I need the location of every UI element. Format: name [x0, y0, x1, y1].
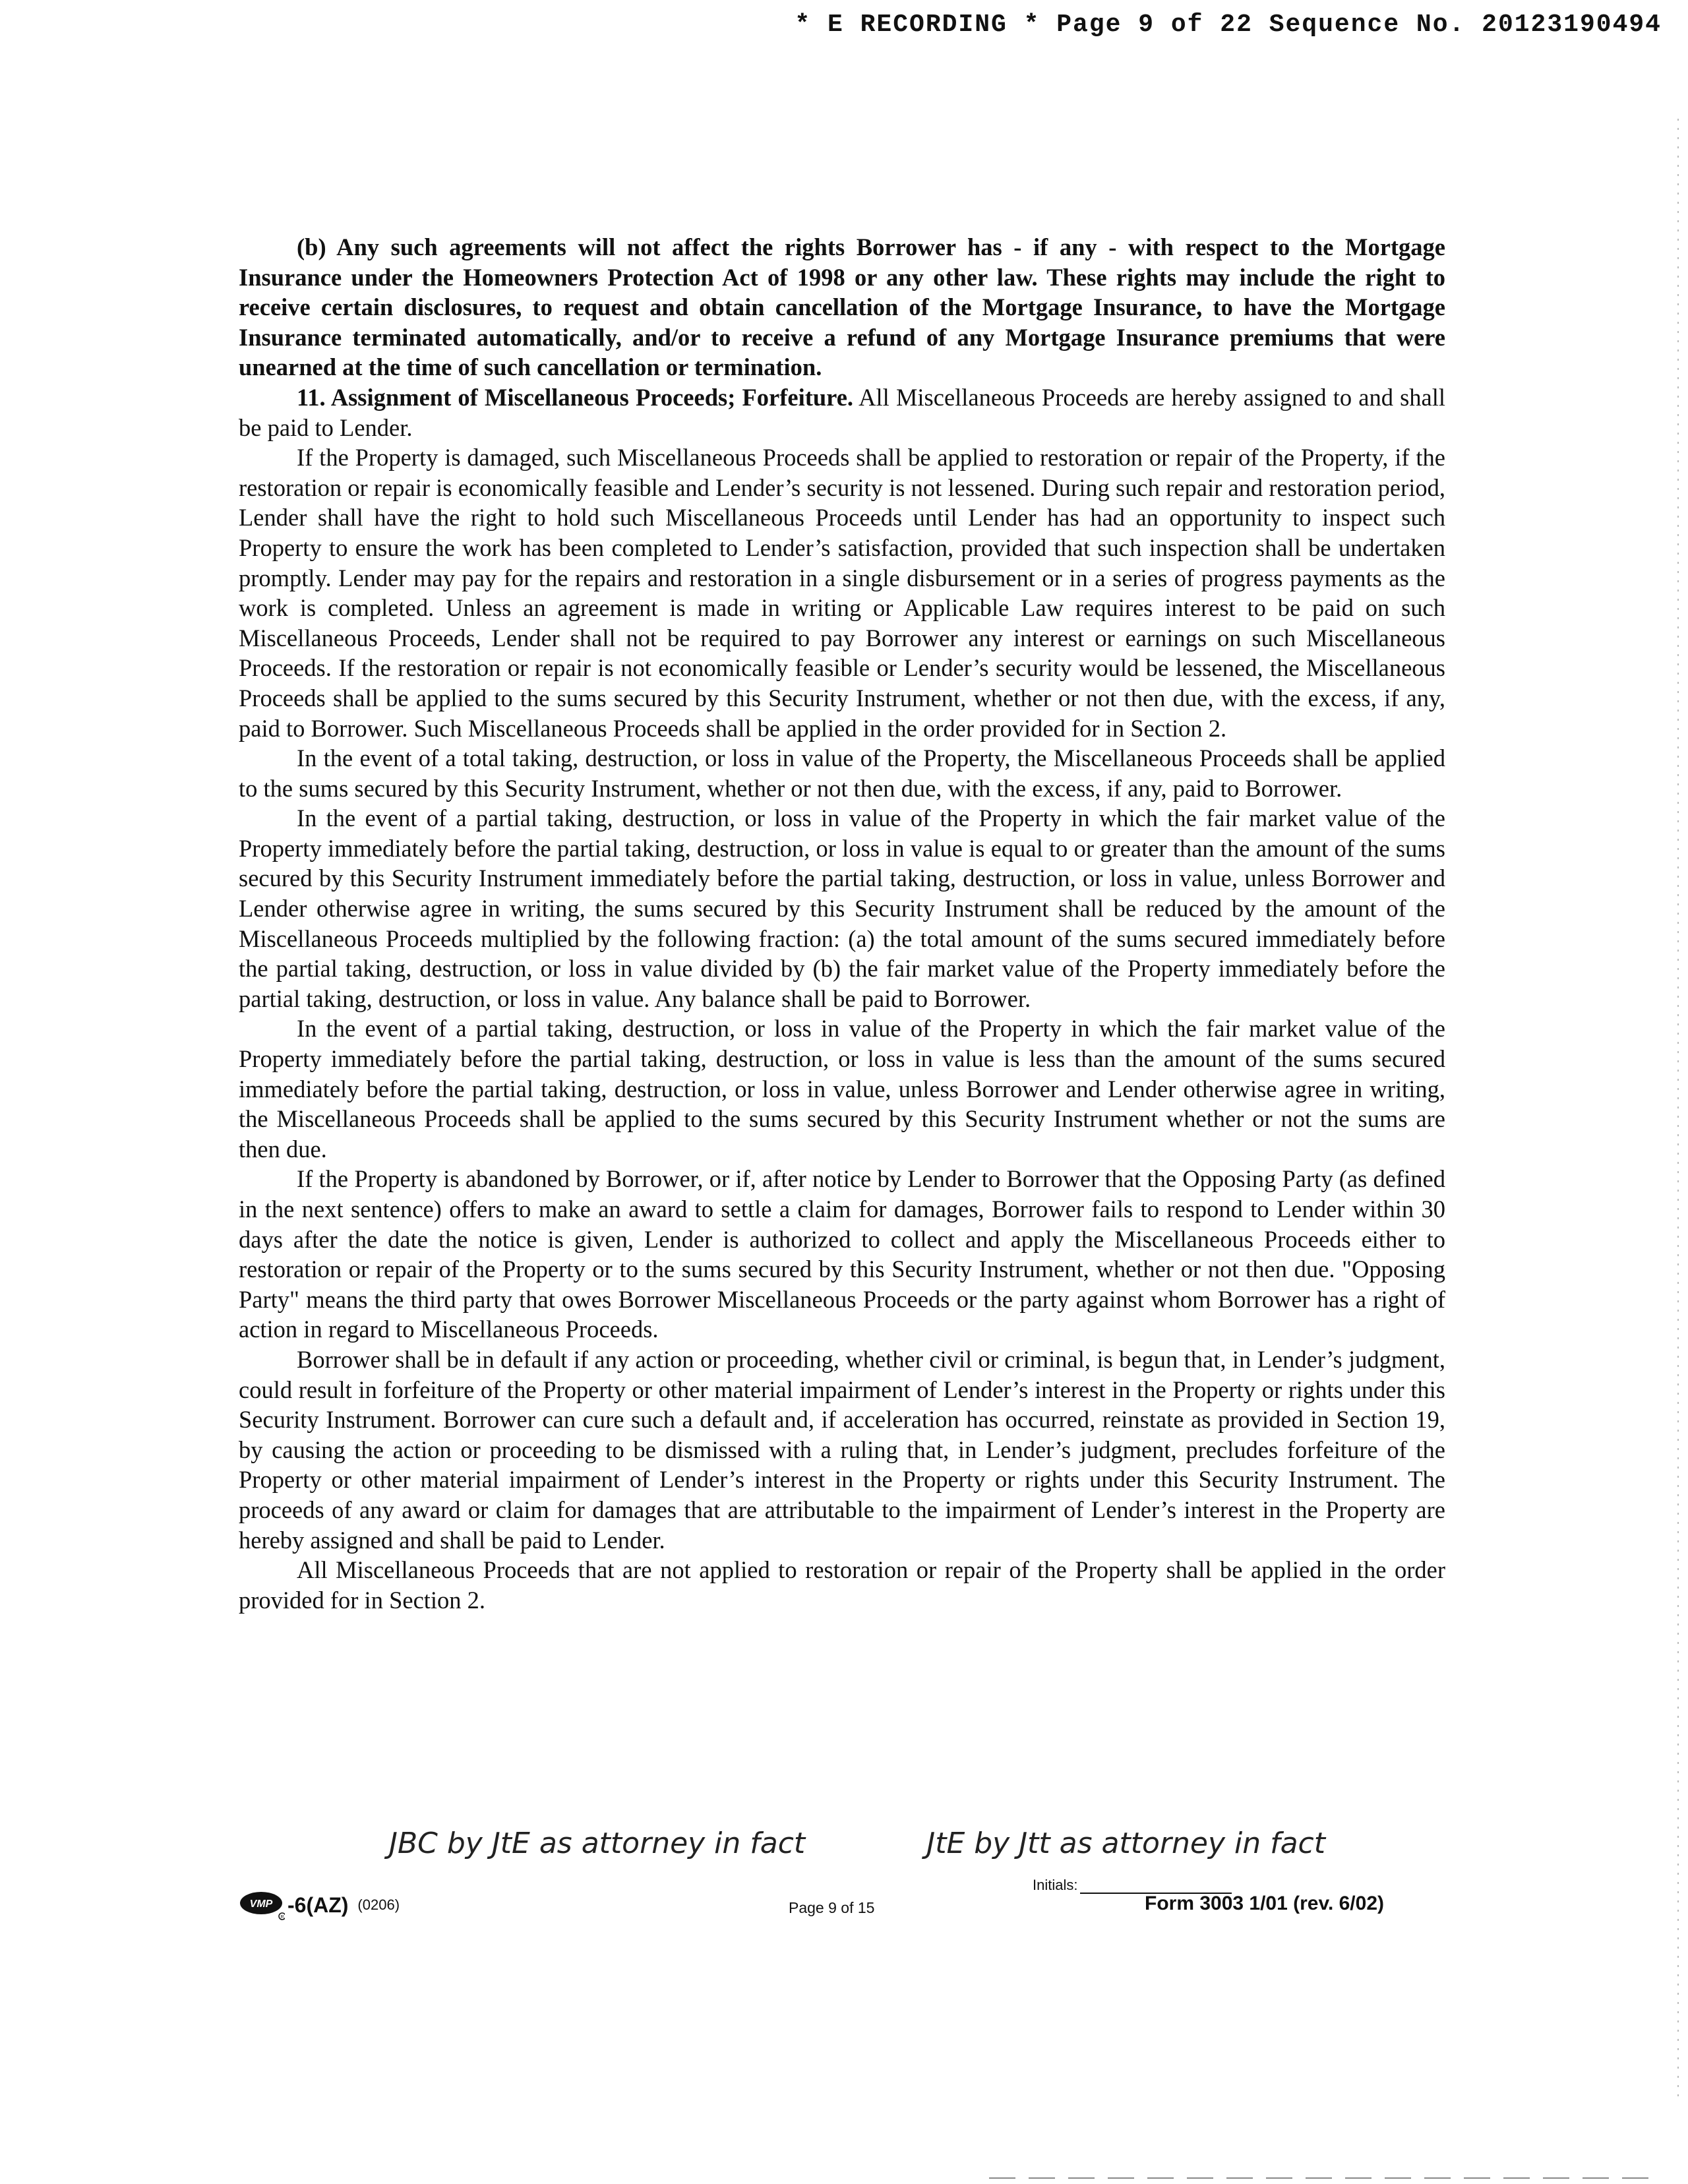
- paragraph-total-taking: In the event of a total taking, destruction, or loss in value of the Property, the Miscellaneous Proceeds shall be applied to the sums secured by this Security Instrument, whether or not then due, with the excess, if any, paid to Borrower.: [239, 744, 1445, 802]
- paragraph-default: Borrower shall be in default if any action or proceeding, whether civil or criminal, is begun that, in Lender’s judgment, could result in forfeiture of the Property or other material impairment of Lender’s interest in the Property or rights under this Security Instrument. Borrower can cure such a default and, if acceleration has occurred, reinstate as provided in Section 19, by causing the action or proceeding to be dismissed with a ruling that, in Lender’s judgment, precludes forfeiture of the Property or other material impairment of Lender’s interest in the Property or rights under this Security Instrument. The proceeds of any award or claim for damages that are attributable to the impairment of Lender’s interest in the Property are hereby assigned and shall be paid to Lender.: [239, 1345, 1445, 1554]
- form-number: Form 3003 1/01 (rev. 6/02): [1145, 1893, 1384, 1914]
- initials-line: [1080, 1878, 1232, 1894]
- section-11-text: All Miscellaneous Proceeds are hereby assigned to and shall be paid to Lender.: [239, 383, 1445, 441]
- scan-bottom-artifact: [989, 2177, 1648, 2179]
- form-code-block: [239, 1890, 400, 1920]
- svg-text:VMP: VMP: [249, 1898, 273, 1910]
- paragraph-partial-less: In the event of a partial taking, destruction, or loss in value of the Property in which the fair market value of the Property immediately before the partial taking, destruction, or loss in value is less than the amount of the sums secured immediately before the partial taking, destruction, or loss in value, unless Borrower and Lender otherwise agree in writing, the Miscellaneous Proceeds shall be applied to the sums secured by this Security Instrument whether or not the sums are then due.: [239, 1015, 1445, 1163]
- svg-text:R: R: [280, 1915, 284, 1920]
- paragraph-partial-equal: In the event of a partial taking, destruction, or loss in value of the Property in which the fair market value of the Property immediately before the partial taking, destruction, or loss in value is equal to or greater than the amount of the sums secured by this Security Instrument immediately before the partial taking, destruction, or loss in value, unless Borrower and Lender otherwise agree in writing, the sums secured by this Security Instrument shall be reduced by the amount of the Miscellaneous Proceeds multiplied by the following fraction: (a) the total amount of the sums secured immediately before the partial taking, destruction, or loss in value divided by (b) the fair market value of the Property immediately before the partial taking, destruction, or loss in value. Any balance shall be paid to Borrower.: [239, 804, 1445, 1012]
- recording-header: * E RECORDING * Page 9 of 22 Sequence No. 20123190494: [795, 11, 1662, 39]
- document-body: [239, 232, 1445, 1615]
- form-code: -6(AZ): [287, 1893, 349, 1917]
- section-11: [239, 382, 1445, 442]
- signature-right: JtE by Jtt as attorney in fact: [926, 1827, 1325, 1860]
- paragraph-abandoned: If the Property is abandoned by Borrower, or if, after notice by Lender to Borrower that the Opposing Party (as defined in the next sentence) offers to make an award to settle a claim for damages, Borrower fails to respond to Lender within 30 days after the date the notice is given, Lender is authorized to collect and apply the Miscellaneous Proceeds either to restoration or repair of the Property or to the sums secured by this Security Instrument, whether or not then due. "Opposing Party" means the third party that owes Borrower Miscellaneous Proceeds or the party against whom Borrower has a right of action in regard to Miscellaneous Proceeds.: [239, 1165, 1445, 1343]
- scan-edge-artifact: [1677, 119, 1679, 2097]
- vmp-logo-icon: [239, 1890, 285, 1920]
- paragraph-all-proceeds: All Miscellaneous Proceeds that are not applied to restoration or repair of the Property shall be applied in the order provided for in Section 2.: [239, 1556, 1445, 1614]
- section-11-heading: 11. Assignment of Miscellaneous Proceeds; Forfeiture.: [297, 383, 854, 411]
- initials-label: Initials:: [1033, 1877, 1078, 1893]
- paragraph-damaged: If the Property is damaged, such Miscellaneous Proceeds shall be applied to restoration or repair of the Property, if the restoration or repair is economically feasible and Lender’s security is not lessened. During such repair and restoration period, Lender shall have the right to hold such Miscellaneous Proceeds until Lender has had an opportunity to inspect such Property to ensure the work has been completed to Lender’s satisfaction, provided that such inspection shall be undertaken promptly. Lender may pay for the repairs and restoration in a single disbursement or in a series of progress payments as the work is completed. Unless an agreement is made in writing or Applicable Law requires interest to be paid on such Miscellaneous Proceeds, Lender shall not be required to pay Borrower any interest or earnings on such Miscellaneous Proceeds. If the restoration or repair is not economically feasible or Lender’s security would be lessened, the Miscellaneous Proceeds shall be applied to the sums secured by this Security Instrument, whether or not then due, with the excess, if any, paid to Borrower. Such Miscellaneous Proceeds shall be applied in the order provided for in Section 2.: [239, 444, 1445, 742]
- initials-field: [1033, 1877, 1232, 1894]
- paragraph-b: (b) Any such agreements will not affect the rights Borrower has - if any - with respect to the Mortgage Insurance under the Homeowners Protection Act of 1998 or any other law. These rights may include the right to receive certain disclosures, to request and obtain cancellation of the Mortgage Insurance, to have the Mortgage Insurance terminated automatically, and/or to receive a refund of any Mortgage Insurance premiums that were unearned at the time of such cancellation or termination.: [239, 233, 1445, 381]
- signature-left: JBC by JtE as attorney in fact: [389, 1827, 806, 1860]
- page-number: Page 9 of 15: [789, 1899, 875, 1916]
- form-revision: (0206): [357, 1896, 400, 1913]
- handwritten-signature: [389, 1827, 1325, 1873]
